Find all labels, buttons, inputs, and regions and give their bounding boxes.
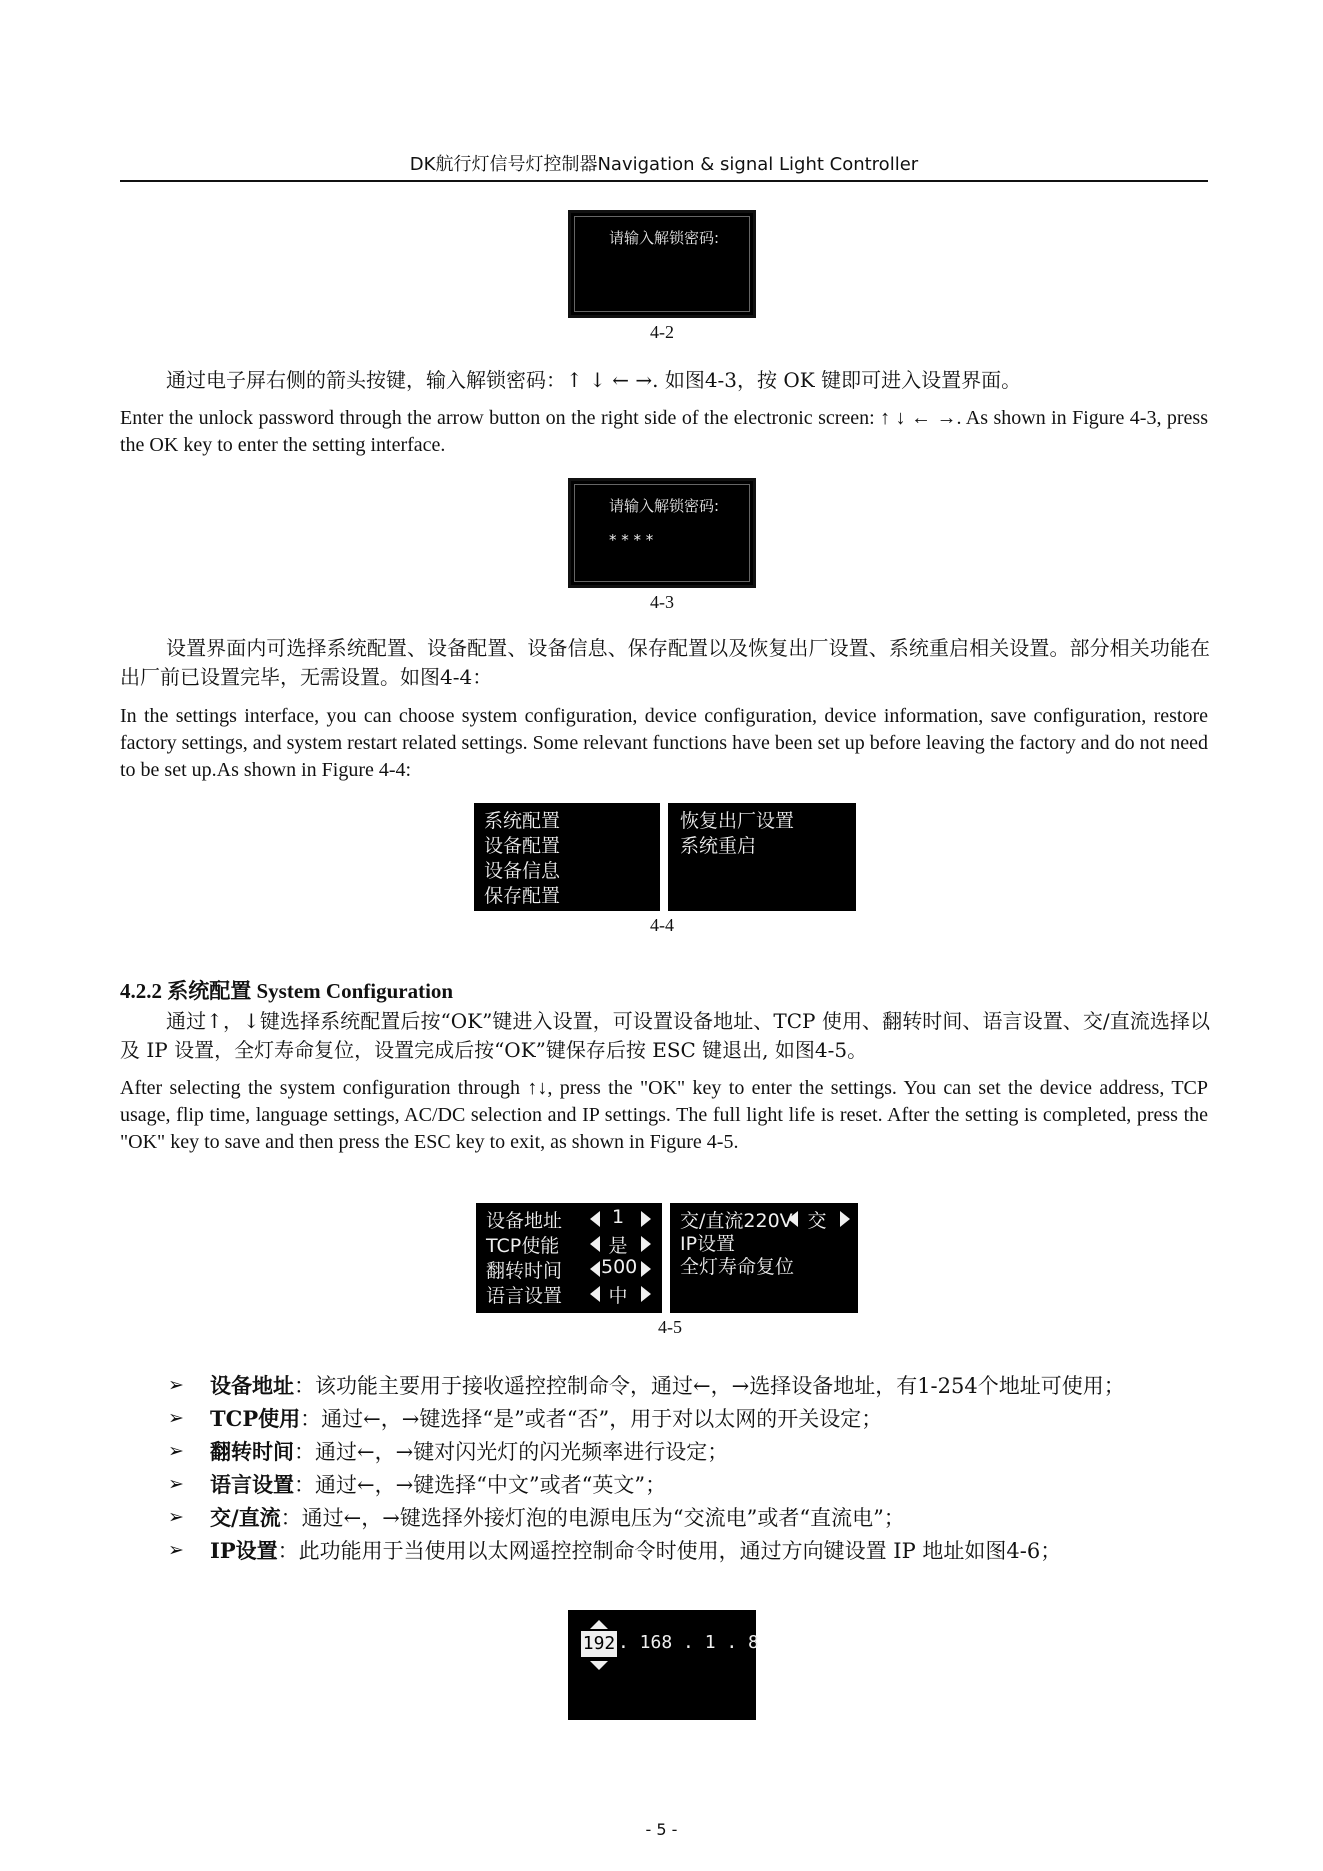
list-item — [160, 1502, 1210, 1534]
figure-4-4-left-panel — [474, 803, 660, 911]
figure-4-2-caption: 4-2 — [650, 322, 674, 342]
left-arrow-icon — [788, 1211, 798, 1227]
page-number: - 5 - — [645, 1820, 678, 1839]
bullet-arrow-icon: ➢ — [168, 1407, 184, 1429]
instruction-en-1: Enter the unlock password through the arrow button on the right side of the electronic screen: ↑ ↓ ← →. As shown in Figure 4-3, press the OK key to enter the setting interface. — [120, 407, 1208, 456]
setting-label-flip-time: 翻转时间 — [486, 1260, 563, 1282]
left-arrow-icon — [590, 1261, 600, 1277]
setting-value-ac-dc: 交 — [807, 1210, 827, 1232]
setting-label-tcp-enable: TCP使能 — [486, 1235, 560, 1257]
list-item-term: 交/直流 — [210, 1505, 281, 1530]
ip-octet-selected: 192 — [581, 1631, 617, 1657]
list-item — [160, 1370, 1210, 1402]
list-item-term: 语言设置 — [210, 1472, 294, 1497]
right-arrow-icon — [840, 1211, 850, 1227]
ip-address-rest: . 168 . 1 . 8 — [618, 1632, 759, 1653]
menu-item-factory-reset: 恢复出厂设置 — [680, 810, 795, 832]
right-arrow-icon — [641, 1261, 651, 1277]
setting-value-flip-time: 500 — [601, 1256, 638, 1278]
list-item — [160, 1436, 1210, 1468]
list-item-term: IP设置 — [210, 1538, 278, 1563]
setting-value-language: 中 — [608, 1285, 628, 1307]
right-arrow-icon — [641, 1236, 651, 1252]
setting-label-lamp-life-reset: 全灯寿命复位 — [680, 1256, 795, 1278]
list-item-text: ：通过←，→键选择外接灯泡的电源电压为“交流电”或者“直流电”； — [280, 1506, 905, 1530]
list-item-text: ：通过←，→键对闪光灯的闪光频率进行设定； — [294, 1440, 729, 1464]
right-arrow-icon — [641, 1211, 651, 1227]
section-heading: 4.2.2 系统配置 System Configuration — [120, 979, 454, 1003]
bullet-arrow-icon: ➢ — [168, 1539, 184, 1561]
figure-4-4-right-panel — [668, 803, 856, 911]
unlock-prompt: 请输入解锁密码: — [609, 229, 720, 247]
menu-item-save-config: 保存配置 — [484, 885, 561, 907]
setting-label-ac-dc: 交/直流220V — [680, 1210, 793, 1232]
down-triangle-icon — [590, 1661, 608, 1670]
list-item-term: 设备地址 — [210, 1373, 294, 1398]
setting-value-tcp-enable: 是 — [608, 1235, 628, 1257]
bullet-arrow-icon: ➢ — [168, 1440, 184, 1462]
list-item — [160, 1469, 1210, 1501]
up-triangle-icon — [590, 1620, 608, 1629]
instruction-cn-1: 通过电子屏右侧的箭头按键，输入解锁密码：↑ ↓ ← →. 如图4-3，按 OK 键即可进入设置界面。 — [166, 368, 1022, 392]
list-item-text: ：该功能主要用于接收遥控控制命令，通过←，→选择设备地址，有1-254个地址可使用； — [294, 1374, 1125, 1398]
list-item — [160, 1403, 1210, 1435]
bullet-arrow-icon: ➢ — [168, 1374, 184, 1396]
list-item-text: ：通过←，→键选择“中文”或者“英文”； — [294, 1473, 667, 1497]
menu-item-device-info: 设备信息 — [484, 860, 561, 882]
unlock-prompt: 请输入解锁密码: — [609, 497, 720, 515]
menu-item-device-config: 设备配置 — [484, 835, 561, 857]
header-rule — [120, 180, 1208, 182]
left-arrow-icon — [590, 1236, 600, 1252]
instruction-en-2: In the settings interface, you can choose system configuration, device configuration, device information, save configuration, restore factory settings, and system restart related settings. Some relevant functions have been set up before leaving the factory and do not need to be set up.As shown in Figure 4-4: — [120, 705, 1208, 781]
menu-item-system-config: 系统配置 — [484, 810, 561, 832]
left-arrow-icon — [590, 1211, 600, 1227]
list-item-text: ：通过←，→键选择“是”或者“否”，用于对以太网的开关设定； — [300, 1407, 883, 1431]
figure-4-3-screen — [568, 478, 756, 588]
instruction-cn-3: 通过↑，↓键选择系统配置后按“OK”键进入设置，可设置设备地址、TCP 使用、翻转时间、语言设置、交/直流选择以及 IP 设置，全灯寿命复位，设置完成后按“OK”键保存后按 ESC 键退出, 如图4-5。 — [120, 1009, 1210, 1062]
list-item-text: ：此功能用于当使用以太网遥控控制命令时使用，通过方向键设置 IP 地址如图4-6； — [277, 1539, 1062, 1563]
left-arrow-icon — [590, 1286, 600, 1302]
setting-value-device-address: 1 — [611, 1206, 625, 1228]
figure-4-5-caption: 4-5 — [658, 1317, 682, 1337]
instruction-en-3: After selecting the system configuration through ↑↓, press the "OK" key to enter the settings. You can set the device address, TCP usage, flip time, language settings, AC/DC selection and IP settings. The full light life is reset. After the setting is completed, press the "OK" key to save and then press the ESC key to exit, as shown in Figure 4-5. — [120, 1077, 1208, 1153]
feature-list — [160, 1370, 1210, 1568]
menu-item-system-restart: 系统重启 — [680, 835, 757, 857]
setting-label-device-address: 设备地址 — [486, 1210, 563, 1232]
instruction-cn-2: 设置界面内可选择系统配置、设备配置、设备信息、保存配置以及恢复出厂设置、系统重启相关设置。部分相关功能在出厂前已设置完毕，无需设置。如图4-4： — [120, 636, 1210, 689]
figure-4-5-left-panel — [476, 1203, 662, 1313]
page-header: DK航行灯信号灯控制器Navigation & signal Light Controller — [409, 154, 919, 175]
setting-label-ip: IP设置 — [680, 1233, 736, 1255]
bullet-arrow-icon: ➢ — [168, 1506, 184, 1528]
right-arrow-icon — [641, 1286, 651, 1302]
figure-4-6-screen — [568, 1610, 759, 1720]
masked-password: * * * * — [609, 531, 654, 549]
figure-4-4-caption: 4-4 — [650, 915, 674, 935]
figure-4-2-screen — [568, 210, 756, 318]
figure-4-5-right-panel — [670, 1203, 858, 1313]
list-item-term: 翻转时间 — [210, 1439, 294, 1464]
setting-label-language: 语言设置 — [486, 1285, 563, 1307]
list-item — [160, 1535, 1210, 1567]
figure-4-3-caption: 4-3 — [650, 592, 674, 612]
list-item-term: TCP使用 — [210, 1406, 301, 1431]
bullet-arrow-icon: ➢ — [168, 1473, 184, 1495]
